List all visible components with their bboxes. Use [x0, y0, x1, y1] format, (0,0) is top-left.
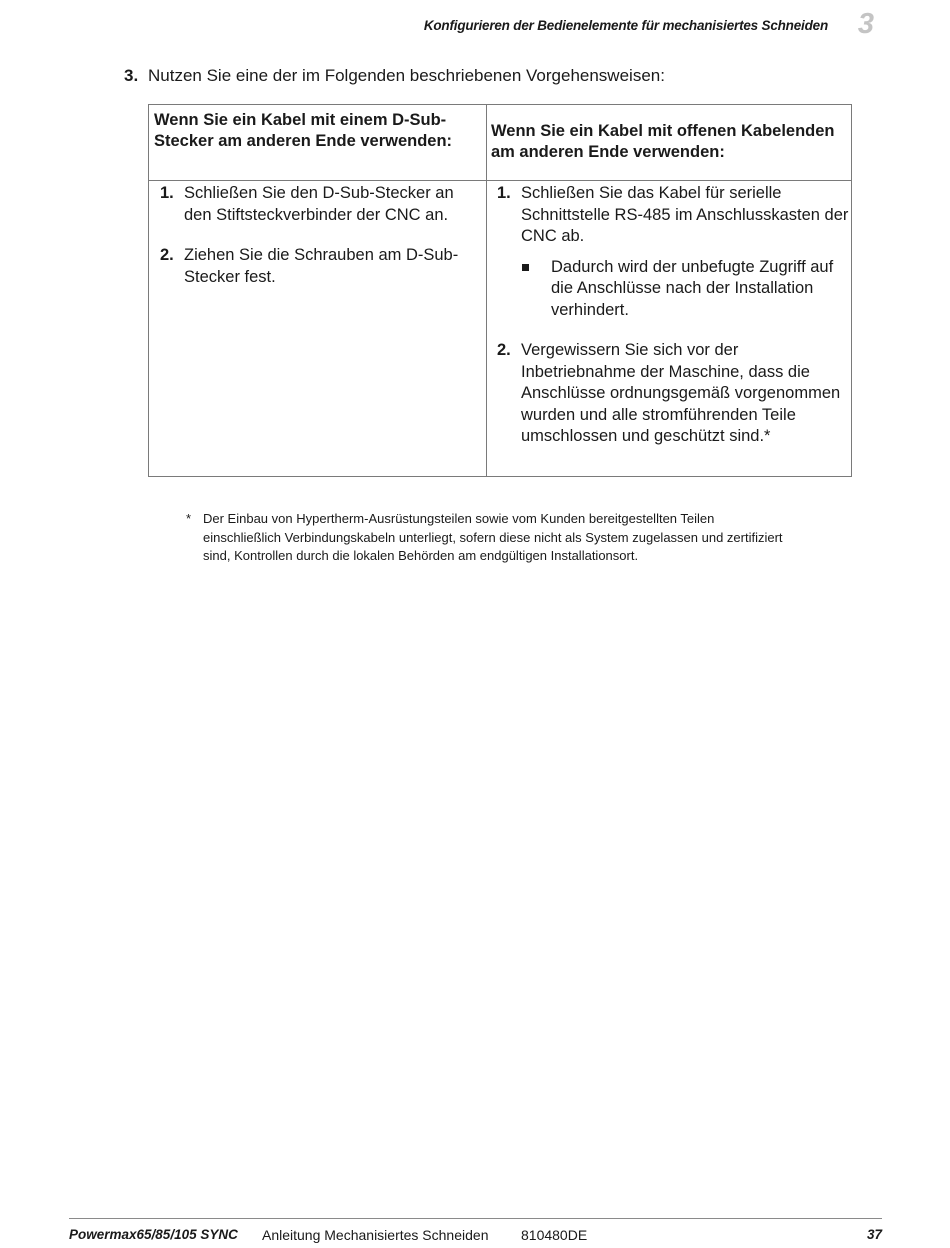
item-number: 1. — [160, 184, 174, 202]
footer-manual-title: Anleitung Mechanisiertes Schneiden — [262, 1227, 489, 1243]
footnote-mark: * — [186, 511, 192, 526]
footnote — [186, 510, 786, 566]
heading-open-ends: Wenn Sie ein Kabel mit offenen Kabelenden am anderen Ende verwenden: — [491, 122, 835, 161]
footnote-text: Der Einbau von Hypertherm-Ausrüstungsteilen sowie vom Kunden bereitgestellten Teilen einschließlich Verbindungskabeln unterliegt, sofern diese nicht als System zugelassen und zertifiziert sind, Kontrollen durch die lokalen Behörden am endgültigen Installationsort. — [203, 511, 783, 563]
running-header-title: Konfigurieren der Bedienelemente für mechanisiertes Schneiden — [423, 18, 828, 33]
item-text: Ziehen Sie die Schrauben am D-Sub-Stecker fest. — [184, 246, 459, 286]
step-text: Nutzen Sie eine der im Folgenden beschriebenen Vorgehensweisen: — [148, 66, 665, 85]
step-3 — [124, 66, 665, 86]
page-number: 37 — [866, 1227, 882, 1242]
procedure-table — [148, 104, 852, 477]
bullet-item — [521, 257, 849, 322]
item-number: 2. — [160, 246, 174, 264]
step-number: 3. — [124, 66, 139, 85]
item-text: Vergewissern Sie sich vor der Inbetriebnahme der Maschine, dass die Anschlüsse ordnungsgemäß vorgenommen wurden und alle stromführenden Teile umschlossen und geschützt sind.* — [521, 341, 841, 445]
heading-d-sub: Wenn Sie ein Kabel mit einem D-Sub-Stecker am anderen Ende verwenden: — [154, 111, 453, 150]
footer-document-code: 810480DE — [521, 1227, 588, 1243]
footer-divider — [69, 1218, 882, 1219]
list-item — [160, 183, 478, 226]
item-number: 1. — [497, 184, 511, 202]
footer-product-name: Powermax65/85/105 SYNC — [69, 1227, 238, 1242]
chapter-number: 3 — [857, 8, 874, 40]
column-d-sub-steps — [160, 183, 478, 307]
item-text: Schließen Sie das Kabel für serielle Schnittstelle RS-485 im Anschlusskasten der CNC ab. — [521, 184, 849, 245]
column-open-ends-steps — [497, 183, 849, 467]
bullet-text: Dadurch wird der unbefugte Zugriff auf die Anschlüsse nach der Installation verhindert. — [551, 257, 834, 319]
list-item — [497, 183, 849, 321]
list-item — [497, 340, 849, 448]
item-number: 2. — [497, 341, 511, 359]
square-bullet-icon — [521, 257, 551, 322]
list-item — [160, 245, 478, 288]
column-divider — [486, 105, 487, 476]
item-text: Schließen Sie den D-Sub-Stecker an den Stiftsteckverbinder der CNC an. — [184, 184, 454, 224]
